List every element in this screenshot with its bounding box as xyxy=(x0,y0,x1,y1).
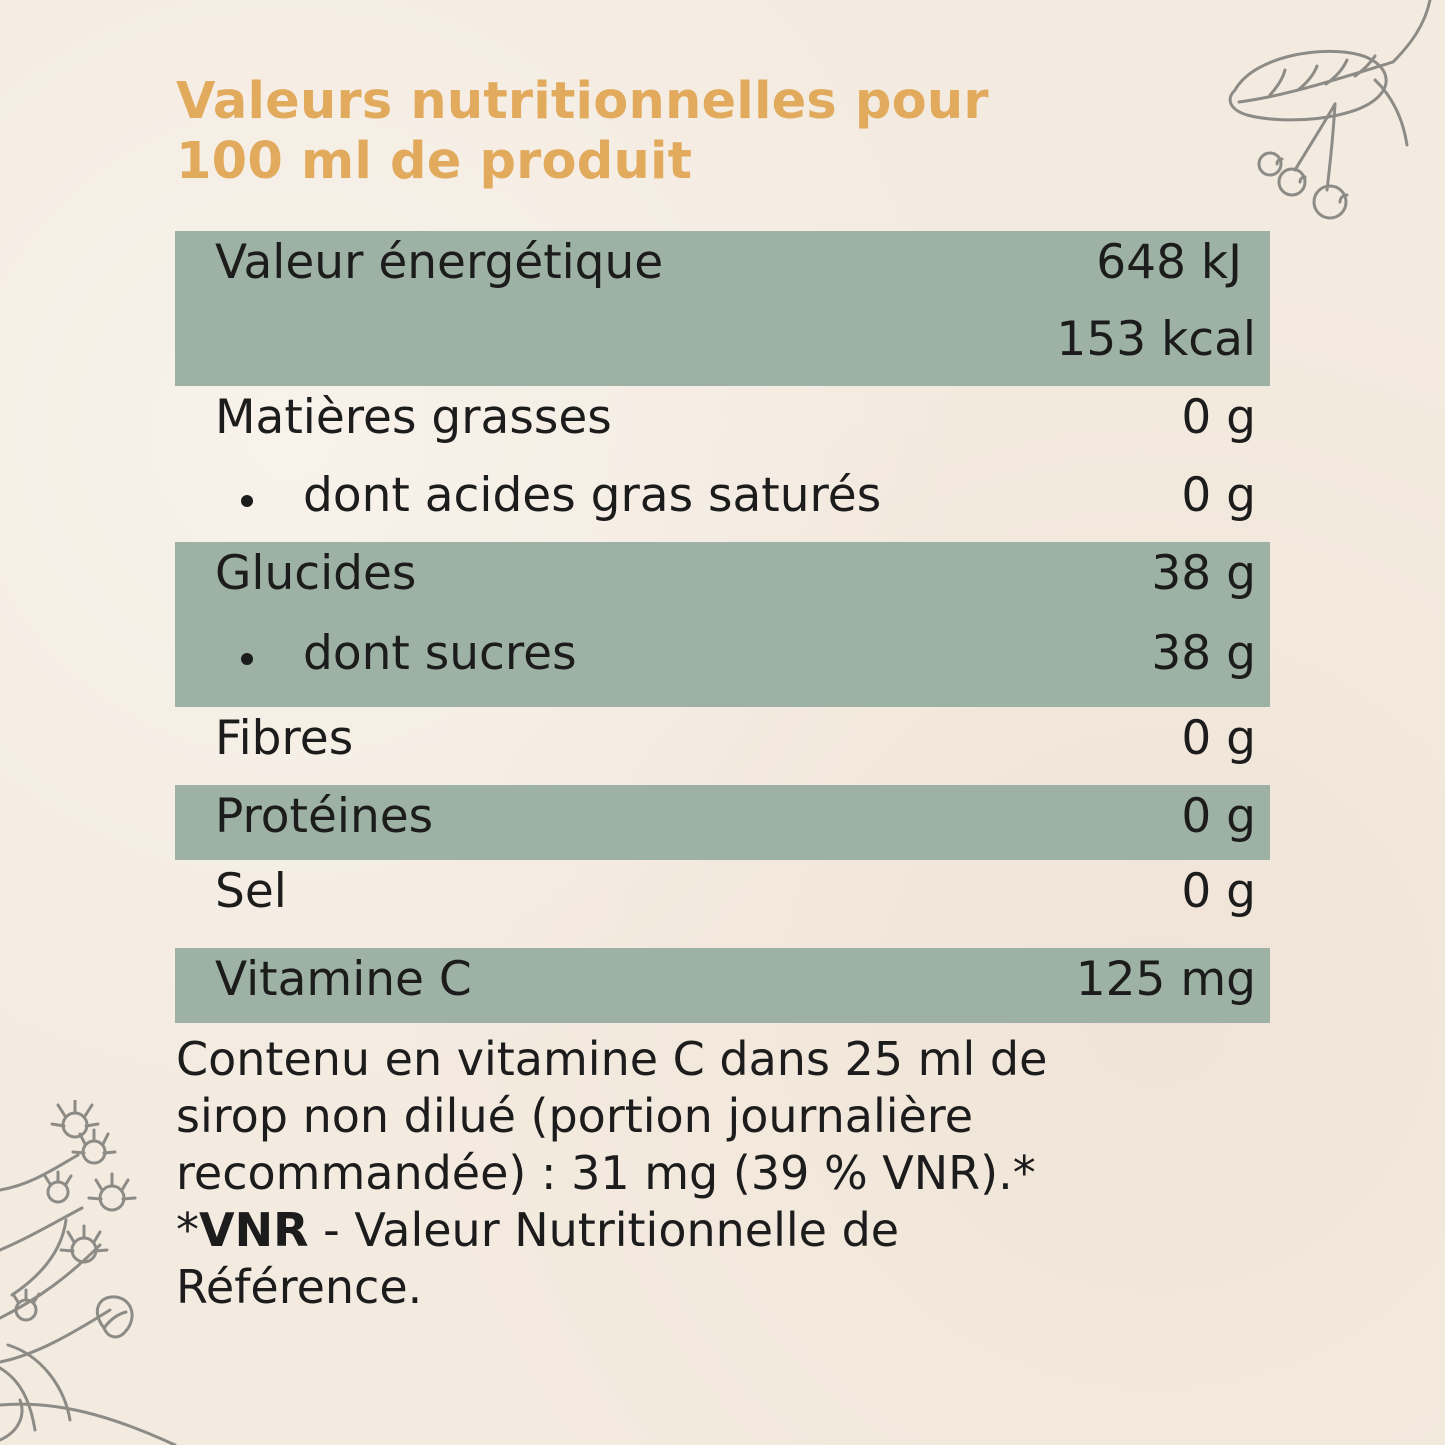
note-line-4 xyxy=(176,1203,899,1257)
vitamin-c-label: Vitamine C xyxy=(215,952,472,1007)
bullet-icon xyxy=(241,653,253,665)
vitamin-note xyxy=(176,1031,1266,1316)
note-line-4-rest: - Valeur Nutritionnelle de xyxy=(308,1203,900,1257)
nutrition-table xyxy=(175,231,1270,1023)
saturated-fat-row xyxy=(175,464,1270,542)
salt-value: 0 g xyxy=(1181,864,1256,919)
note-line-2: sirop non dilué (portion journalière xyxy=(176,1089,974,1143)
fat-value: 0 g xyxy=(1181,390,1256,445)
carbohydrates-value: 38 g xyxy=(1151,546,1256,601)
carbohydrates-group xyxy=(175,542,1270,707)
page-title xyxy=(176,72,1076,192)
energy-kcal-value: 153 kcal xyxy=(1056,312,1256,367)
energy-label: Valeur énergétique xyxy=(215,235,664,290)
salt-row xyxy=(175,860,1270,948)
fiber-row xyxy=(175,707,1270,785)
fat-label: Matières grasses xyxy=(215,390,612,445)
sugars-label: dont sucres xyxy=(303,626,577,681)
flower-branch-illustration xyxy=(0,1100,195,1445)
protein-row xyxy=(175,785,1270,860)
note-asterisk: * xyxy=(176,1203,199,1257)
note-line-5: Référence. xyxy=(176,1260,423,1314)
note-line-3: recommandée) : 31 mg (39 % VNR).* xyxy=(176,1146,1036,1200)
fiber-label: Fibres xyxy=(215,711,354,766)
energy-kj-value: 648 kJ xyxy=(1096,235,1242,290)
carbohydrates-label: Glucides xyxy=(215,546,417,601)
vnr-abbreviation: VNR xyxy=(199,1203,309,1257)
sugars-value: 38 g xyxy=(1151,626,1256,681)
protein-label: Protéines xyxy=(215,789,434,844)
fiber-value: 0 g xyxy=(1181,711,1256,766)
linden-branch-illustration xyxy=(1215,0,1445,230)
protein-value: 0 g xyxy=(1181,789,1256,844)
vitamin-c-row xyxy=(175,948,1270,1023)
bullet-icon xyxy=(241,495,253,507)
title-line-2: 100 ml de produit xyxy=(176,132,693,191)
salt-label: Sel xyxy=(215,864,287,919)
saturated-fat-value: 0 g xyxy=(1181,468,1256,523)
energy-row xyxy=(175,231,1270,386)
fat-row xyxy=(175,386,1270,464)
note-line-1: Contenu en vitamine C dans 25 ml de xyxy=(176,1032,1048,1086)
vitamin-c-value: 125 mg xyxy=(1075,952,1256,1007)
title-line-1: Valeurs nutritionnelles pour xyxy=(176,72,989,131)
saturated-fat-label: dont acides gras saturés xyxy=(303,468,882,523)
